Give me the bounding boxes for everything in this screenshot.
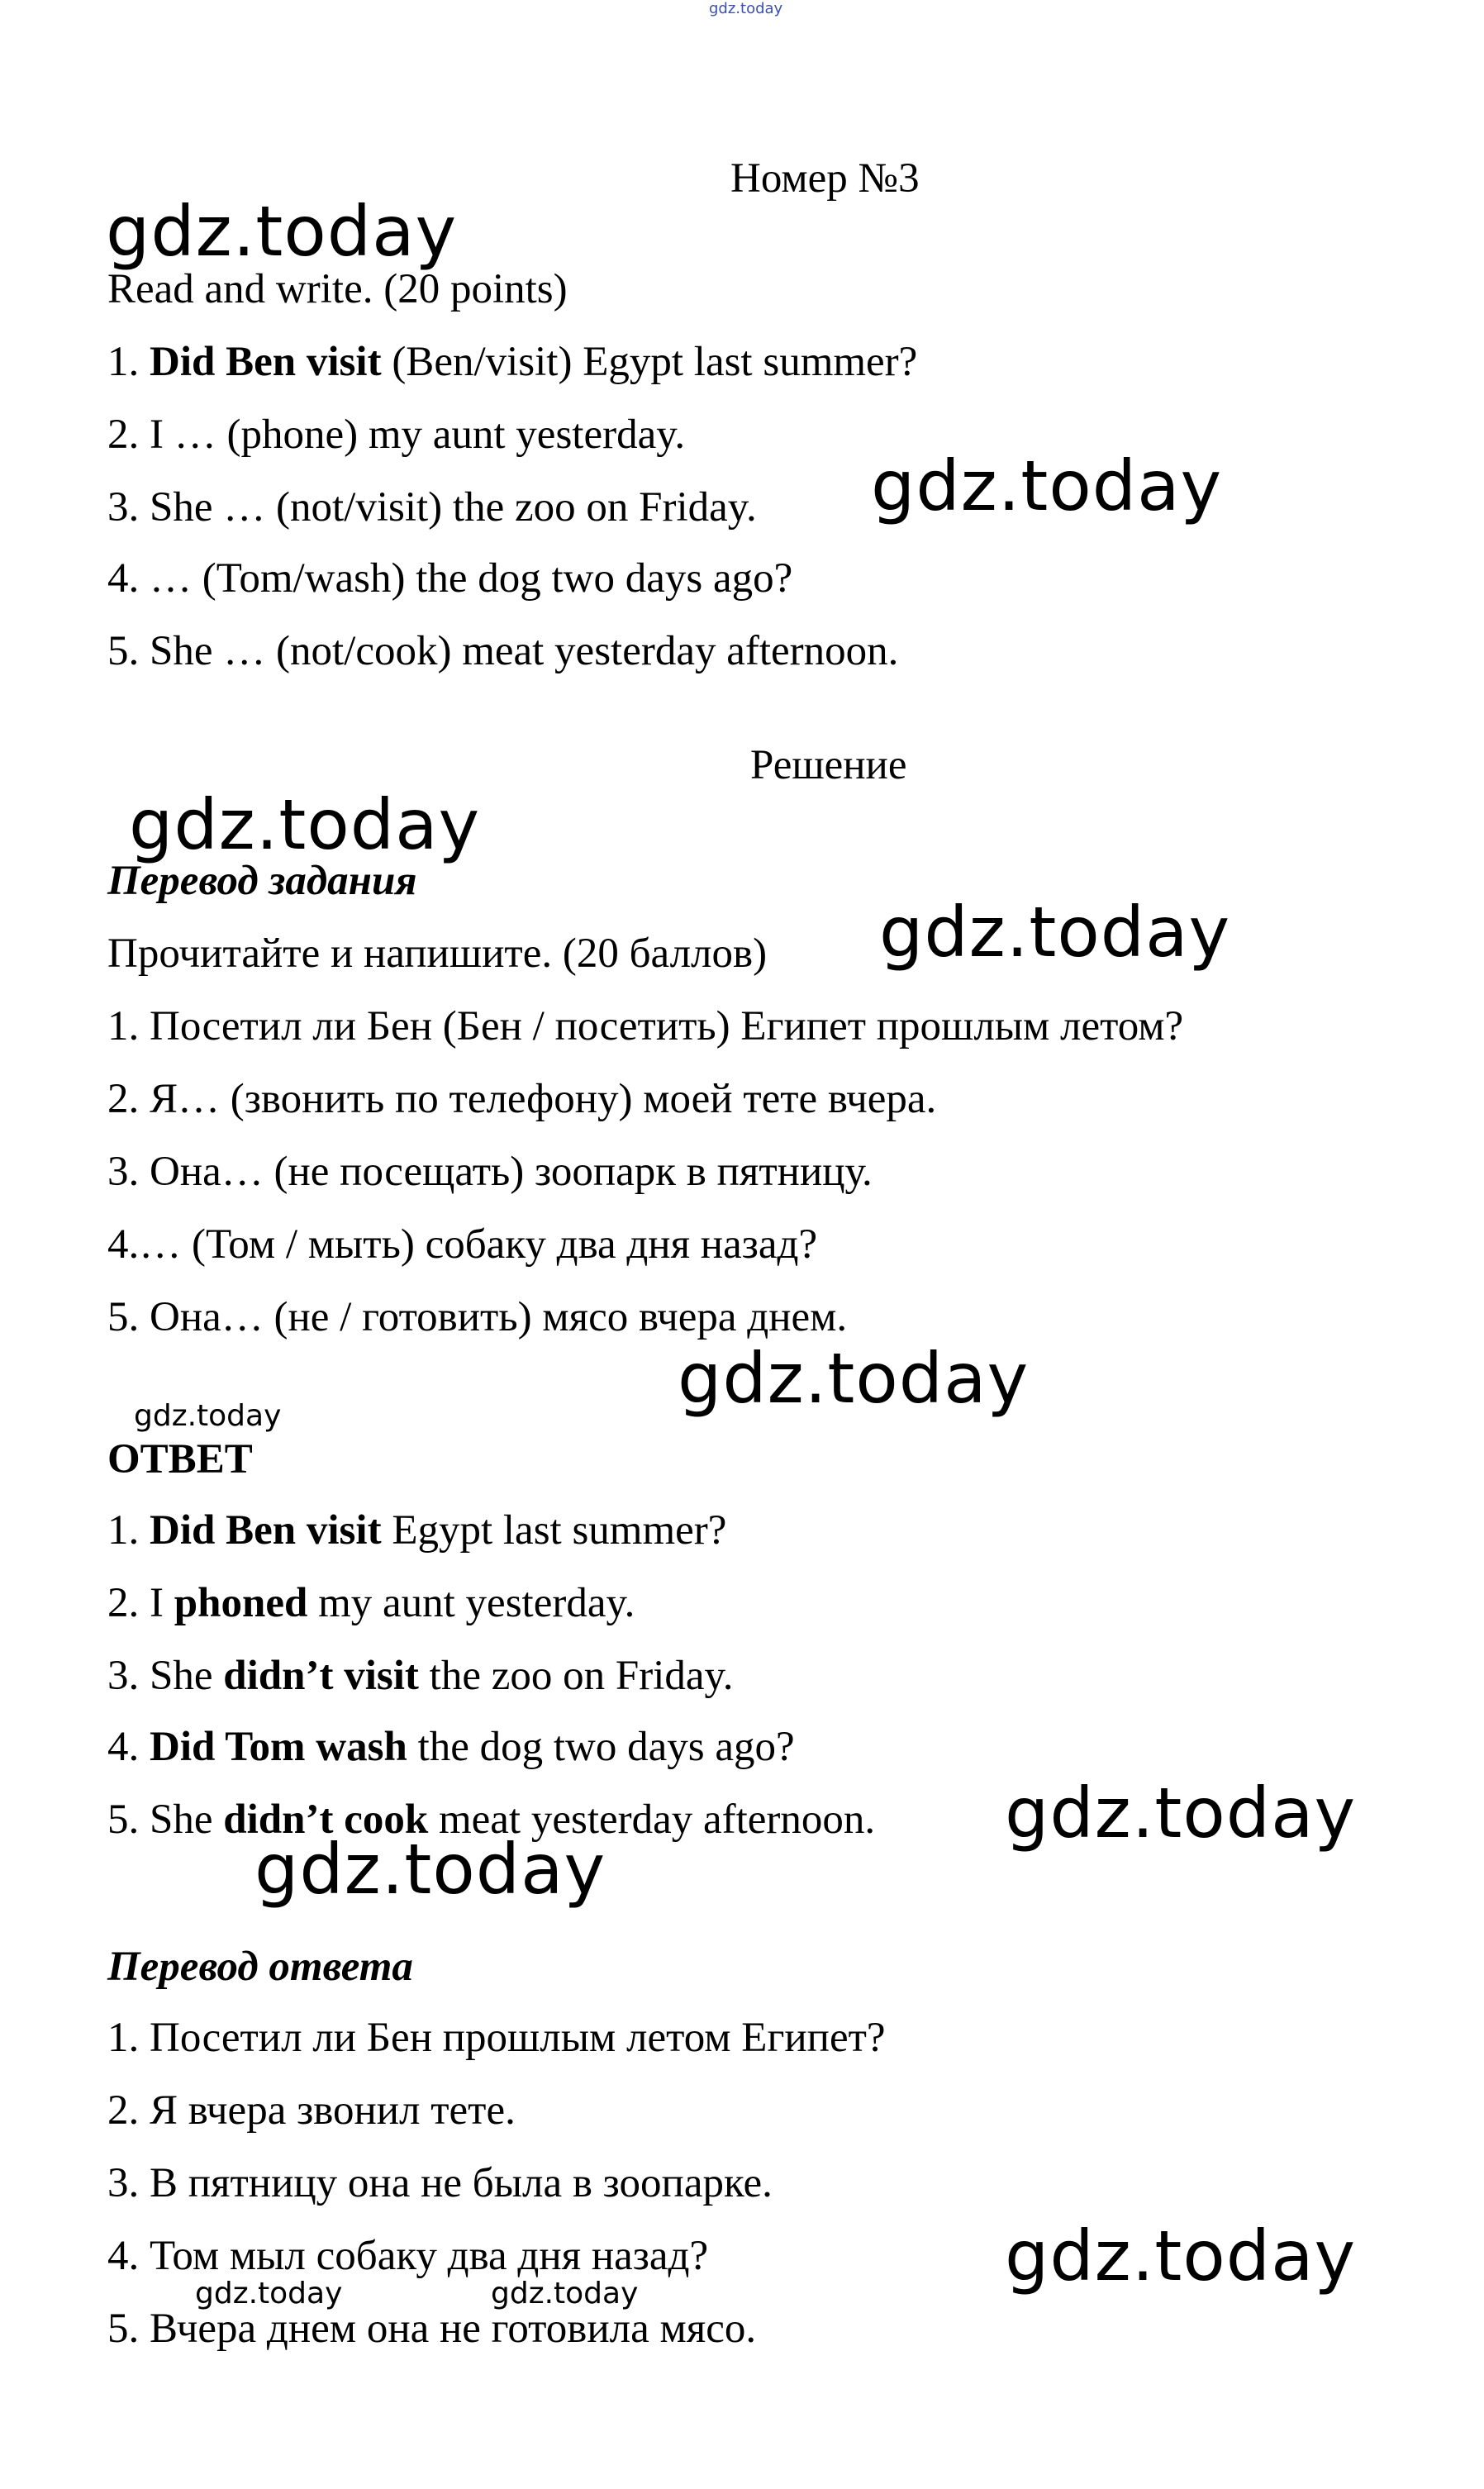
translation-item-2: 2. Я… (звонить по телефону) моей тете вчера. xyxy=(107,1076,937,1122)
answer-item-1: 1. Did Ben visit Egypt last summer? xyxy=(107,1507,727,1554)
answer-heading: ОТВЕТ xyxy=(107,1436,253,1482)
answer-translation-heading: Перевод ответа xyxy=(107,1944,413,1990)
translation-item-5: 5. Она… (не / готовить) мясо вчера днем. xyxy=(107,1294,848,1340)
translation-item-3: 3. Она… (не посещать) зоопарк в пятницу. xyxy=(107,1149,873,1195)
answer-item-3: 3. She didn’t visit the zoo on Friday. xyxy=(107,1653,734,1699)
answer-translation-item-2: 2. Я вчера звонил тете. xyxy=(107,2087,516,2134)
answer-item-4: 4. Did Tom wash the dog two days ago? xyxy=(107,1724,795,1770)
answer-item-5: 5. She didn’t cook meat yesterday afternoon. xyxy=(107,1797,876,1843)
task-item-5: 5. She … (not/cook) meat yesterday afternoon. xyxy=(107,628,899,674)
answer-translation-item-4: 4. Том мыл собаку два дня назад? xyxy=(107,2233,709,2279)
watermark: gdz.today xyxy=(1005,1773,1357,1854)
answer-translation-item-3: 3. В пятницу она не была в зоопарке. xyxy=(107,2160,773,2206)
task-heading: Read and write. (20 points) xyxy=(107,266,568,312)
task-item-1: 1. Did Ben visit (Ben/visit) Egypt last summer? xyxy=(107,339,918,385)
task-item-3: 3. She … (not/visit) the zoo on Friday. xyxy=(107,484,757,531)
answer-translation-item-5: 5. Вчера днем она не готовила мясо. xyxy=(107,2306,757,2352)
watermark-top: gdz.today xyxy=(709,0,783,17)
translation-heading: Перевод задания xyxy=(107,858,417,904)
watermark: gdz.today xyxy=(254,1829,606,1910)
watermark: gdz.today xyxy=(129,784,481,865)
watermark-small: gdz.today xyxy=(195,2277,343,2311)
translation-item-1: 1. Посетил ли Бен (Бен / посетить) Египет прошлым летом? xyxy=(107,1003,1184,1049)
watermark: gdz.today xyxy=(879,892,1231,973)
task-item-4: 4. … (Tom/wash) the dog two days ago? xyxy=(107,555,793,602)
solution-title: Решение xyxy=(750,742,907,788)
page-title: Номер №3 xyxy=(730,155,920,202)
watermark-small: gdz.today xyxy=(491,2277,639,2311)
answer-translation-item-1: 1. Посетил ли Бен прошлым летом Египет? xyxy=(107,2015,886,2061)
translation-intro: Прочитайте и напишите. (20 баллов) xyxy=(107,930,768,977)
watermark-small: gdz.today xyxy=(134,1399,282,1433)
watermark: gdz.today xyxy=(871,445,1223,526)
translation-item-4: 4.… (Том / мыть) собаку два дня назад? xyxy=(107,1221,818,1268)
task-item-2: 2. I … (phone) my aunt yesterday. xyxy=(107,412,686,458)
answer-item-2: 2. I phoned my aunt yesterday. xyxy=(107,1580,635,1626)
watermark: gdz.today xyxy=(1005,2215,1357,2296)
watermark: gdz.today xyxy=(678,1338,1030,1419)
watermark: gdz.today xyxy=(106,191,458,272)
